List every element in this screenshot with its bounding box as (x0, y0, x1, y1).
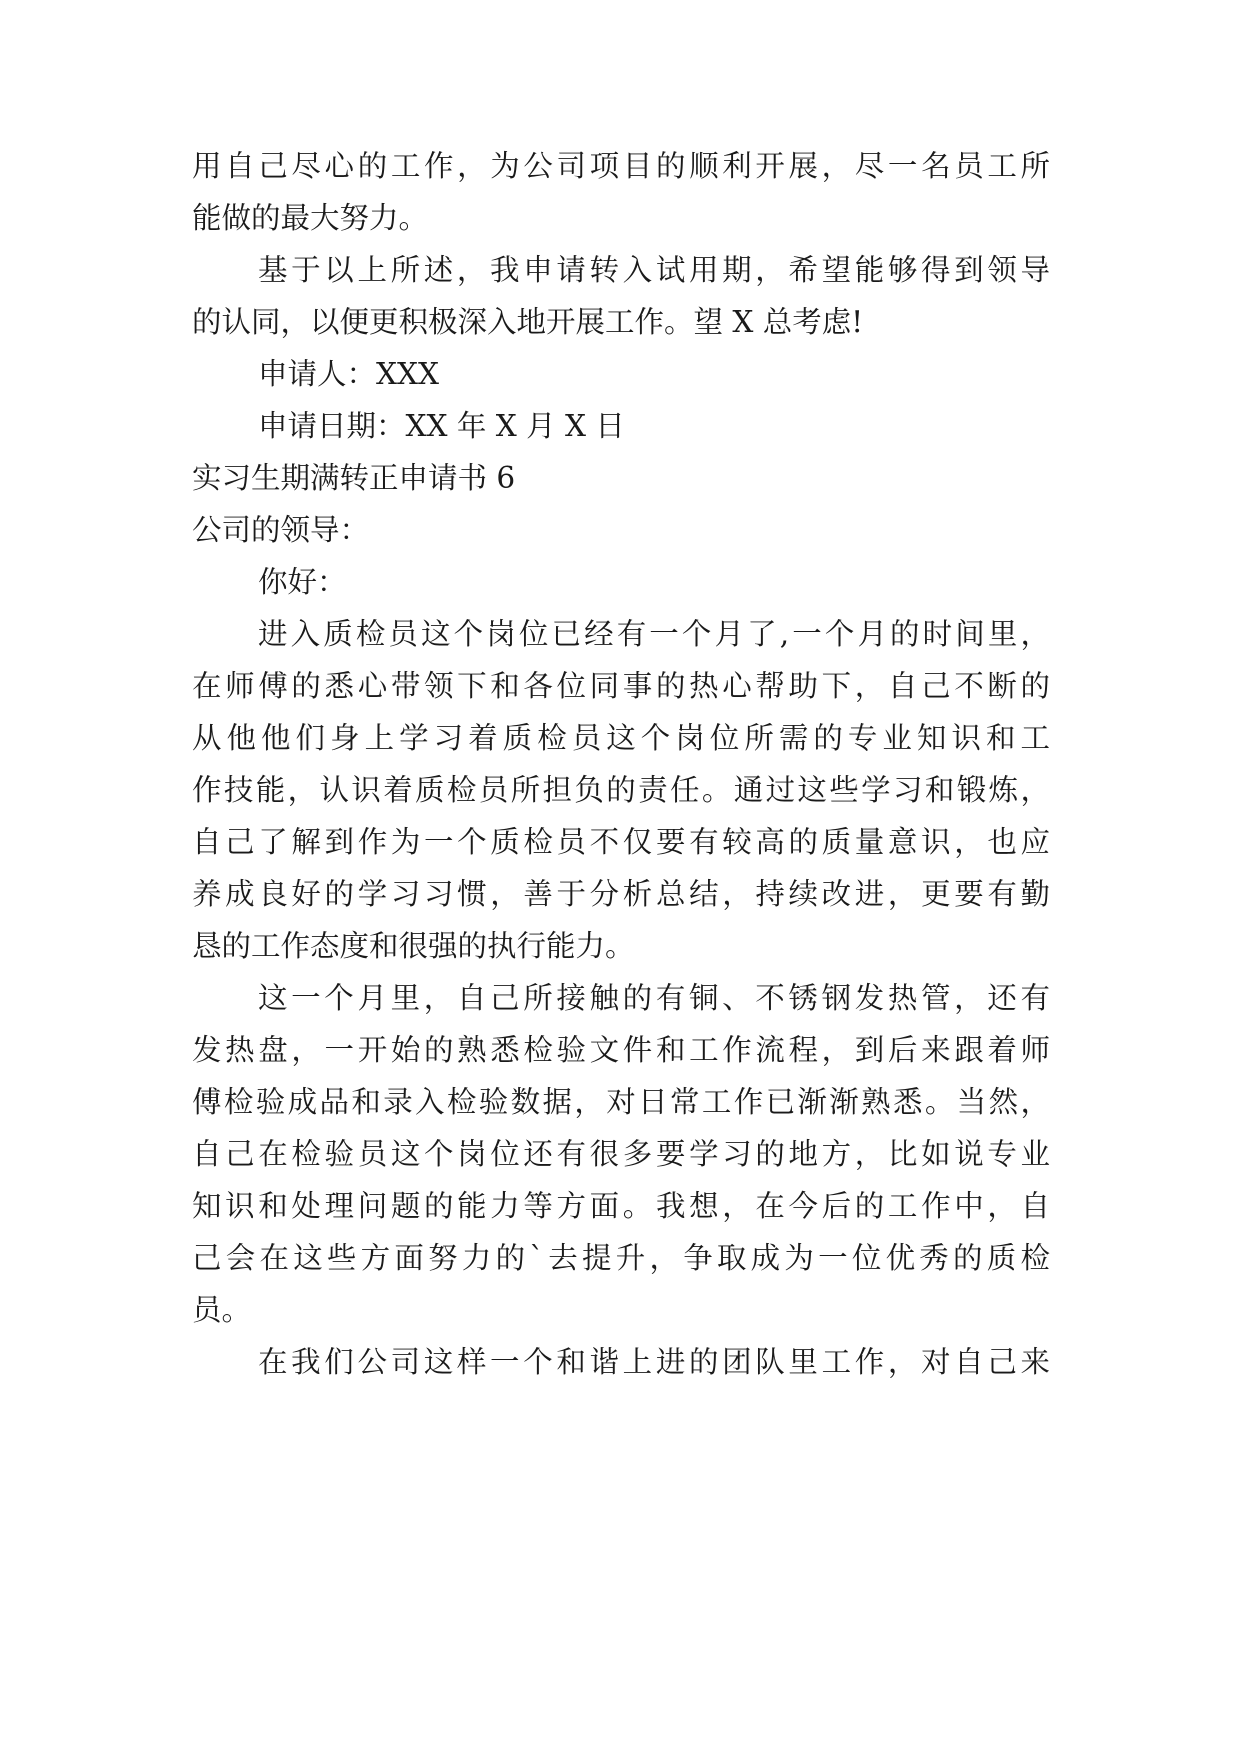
application-date-line: 申请日期：XX 年 X 月 X 日 (258, 409, 625, 443)
text-line: 作技能，认识着质检员所担负的责任。通过这些学习和锻炼， (192, 773, 1050, 807)
text-line: 进入质检员这个岗位已经有一个月了,一个月的时间里， (258, 617, 1050, 651)
text-line: 在师傅的悉心带领下和各位同事的热心帮助下，自己不断的 (192, 669, 1050, 703)
text-line: 发热盘，一开始的熟悉检验文件和工作流程，到后来跟着师 (192, 1033, 1050, 1067)
text-line: 在我们公司这样一个和谐上进的团队里工作，对自己来 (258, 1345, 1050, 1379)
text-line: 恳的工作态度和很强的执行能力。 (192, 929, 635, 963)
text-line: 基于以上所述，我申请转入试用期，希望能够得到领导 (258, 253, 1050, 287)
text-line: 从他他们身上学习着质检员这个岗位所需的专业知识和工 (192, 721, 1050, 755)
applicant-line: 申请人：XXX (258, 357, 440, 391)
text-line: 员。 (192, 1293, 252, 1327)
text-line: 这一个月里，自己所接触的有铜、不锈钢发热管，还有 (258, 981, 1050, 1015)
salutation: 公司的领导： (192, 513, 370, 547)
text-line: 能做的最大努力。 (192, 201, 429, 235)
text-line: 用自己尽心的工作，为公司项目的顺利开展，尽一名员工所 (192, 149, 1050, 183)
section-title: 实习生期满转正申请书 6 (192, 461, 516, 495)
text-line: 养成良好的学习习惯，善于分析总结，持续改进，更要有勤 (192, 877, 1050, 911)
text-line: 傅检验成品和录入检验数据，对日常工作已渐渐熟悉。当然， (192, 1085, 1050, 1119)
text-line: 自己在检验员这个岗位还有很多要学习的地方，比如说专业 (192, 1137, 1050, 1171)
text-line: 自己了解到作为一个质检员不仅要有较高的质量意识，也应 (192, 825, 1050, 859)
text-line: 的认同，以便更积极深入地开展工作。望 X 总考虑! (192, 305, 864, 339)
text-line: 己会在这些方面努力的`去提升，争取成为一位优秀的质检 (192, 1241, 1050, 1275)
text-line: 知识和处理问题的能力等方面。我想，在今后的工作中，自 (192, 1189, 1050, 1223)
greeting: 你好： (258, 565, 347, 599)
